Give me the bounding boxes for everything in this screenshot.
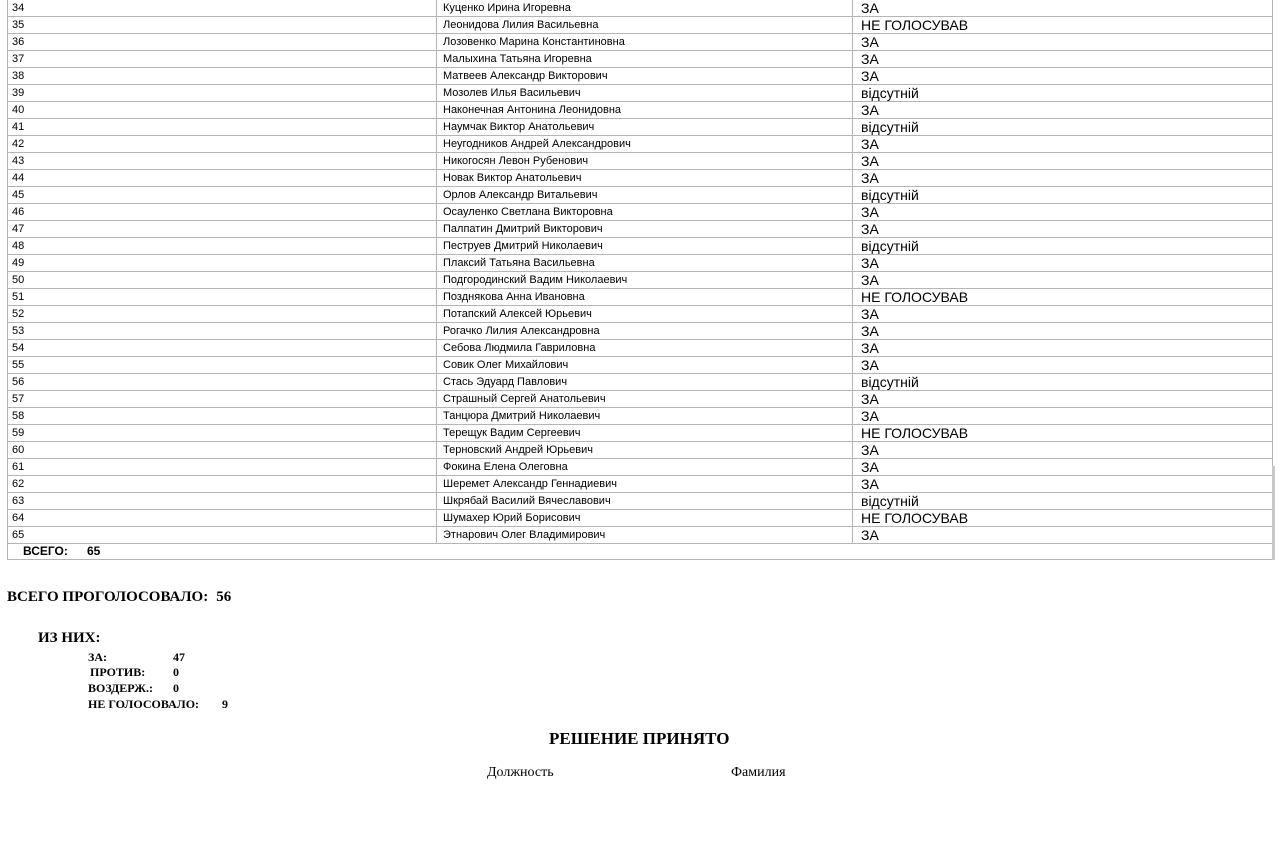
- table-row: [8, 510, 1273, 527]
- not-voted-label: НЕ ГОЛОСОВАЛО:: [88, 697, 200, 711]
- table-row: [8, 323, 1273, 340]
- deputy-name: Себова Людмила Гавриловна: [437, 340, 853, 357]
- vertical-scrollbar[interactable]: [1272, 466, 1275, 560]
- deputy-number: 34: [8, 0, 437, 17]
- deputy-name: Орлов Александр Витальевич: [437, 187, 853, 204]
- vote-result: НЕ ГОЛОСУВАВ: [853, 289, 1273, 306]
- deputy-number: 42: [8, 136, 437, 153]
- deputy-number: 39: [8, 85, 437, 102]
- table-row: [8, 0, 1273, 17]
- table-row: [8, 408, 1273, 425]
- not-voted-value: 9: [222, 697, 228, 711]
- table-row: [8, 391, 1273, 408]
- vote-result: ЗА: [853, 408, 1273, 425]
- deputy-number: 57: [8, 391, 437, 408]
- deputy-number: 45: [8, 187, 437, 204]
- deputy-number: 55: [8, 357, 437, 374]
- table-row: [8, 272, 1273, 289]
- vote-result: ЗА: [853, 0, 1273, 17]
- deputy-name: Палпатин Дмитрий Викторович: [437, 221, 853, 238]
- vote-result: ЗА: [853, 102, 1273, 119]
- table-row: [8, 374, 1273, 391]
- vote-result: НЕ ГОЛОСУВАВ: [853, 510, 1273, 527]
- deputy-name: Совик Олег Михайлович: [437, 357, 853, 374]
- deputy-name: Мозолев Илья Васильевич: [437, 85, 853, 102]
- deputy-name: Наконечная Антонина Леонидовна: [437, 102, 853, 119]
- vote-result: відсутній: [853, 85, 1273, 102]
- table-total-row: [7, 543, 1273, 560]
- total-voted-label: ВСЕГО ПРОГОЛОСОВАЛО:: [7, 589, 209, 605]
- deputy-number: 41: [8, 119, 437, 136]
- table-row: [8, 68, 1273, 85]
- deputy-number: 56: [8, 374, 437, 391]
- deputy-name: Стась Эдуард Павлович: [437, 374, 853, 391]
- deputy-name: Терновский Андрей Юрьевич: [437, 442, 853, 459]
- vote-result: відсутній: [853, 238, 1273, 255]
- vote-result: НЕ ГОЛОСУВАВ: [853, 425, 1273, 442]
- table-row: [8, 34, 1273, 51]
- vote-result: ЗА: [853, 459, 1273, 476]
- za-label: ЗА:: [88, 650, 107, 664]
- table-row: [8, 102, 1273, 119]
- table-row: [8, 85, 1273, 102]
- table-row: [8, 476, 1273, 493]
- against-value: 0: [173, 665, 179, 679]
- deputy-number: 47: [8, 221, 437, 238]
- table-row: [8, 442, 1273, 459]
- table-row: [8, 255, 1273, 272]
- deputy-number: 60: [8, 442, 437, 459]
- deputy-name: Никогосян Левон Рубенович: [437, 153, 853, 170]
- deputy-number: 52: [8, 306, 437, 323]
- deputy-number: 46: [8, 204, 437, 221]
- vote-result: ЗА: [853, 442, 1273, 459]
- abstain-label: ВОЗДЕРЖ.:: [88, 681, 153, 695]
- deputy-name: Страшный Сергей Анатольевич: [437, 391, 853, 408]
- vote-result: ЗА: [853, 476, 1273, 493]
- deputy-number: 38: [8, 68, 437, 85]
- deputy-name: Матвеев Александр Викторович: [437, 68, 853, 85]
- table-row: [8, 238, 1273, 255]
- table-row: [8, 187, 1273, 204]
- deputy-number: 44: [8, 170, 437, 187]
- deputy-number: 61: [8, 459, 437, 476]
- deputy-name: Новак Виктор Анатольевич: [437, 170, 853, 187]
- deputy-name: Леонидова Лилия Васильевна: [437, 17, 853, 34]
- deputy-number: 62: [8, 476, 437, 493]
- surname-label: Фамилия: [731, 765, 786, 780]
- deputy-number: 40: [8, 102, 437, 119]
- decision-title: РЕШЕНИЕ ПРИНЯТО: [549, 729, 730, 748]
- table-total-value: 65: [87, 544, 101, 558]
- deputy-name: Позднякова Анна Ивановна: [437, 289, 853, 306]
- table-row: [8, 357, 1273, 374]
- table-row: [8, 136, 1273, 153]
- vote-result: ЗА: [853, 272, 1273, 289]
- vote-result: ЗА: [853, 204, 1273, 221]
- vote-result: ЗА: [853, 136, 1273, 153]
- vote-result: ЗА: [853, 51, 1273, 68]
- deputy-name: Шумахер Юрий Борисович: [437, 510, 853, 527]
- table-row: [8, 527, 1273, 544]
- deputy-number: 35: [8, 17, 437, 34]
- deputy-name: Наумчак Виктор Анатольевич: [437, 119, 853, 136]
- votes-table-body: [8, 0, 1273, 544]
- deputy-name: Малыхина Татьяна Игоревна: [437, 51, 853, 68]
- vote-result: ЗА: [853, 68, 1273, 85]
- table-row: [8, 119, 1273, 136]
- vote-result: ЗА: [853, 255, 1273, 272]
- table-total-label: ВСЕГО:: [23, 544, 68, 558]
- table-row: [8, 221, 1273, 238]
- deputy-number: 65: [8, 527, 437, 544]
- vote-result: ЗА: [853, 340, 1273, 357]
- deputy-name: Подгородинский Вадим Николаевич: [437, 272, 853, 289]
- deputy-name: Потапский Алексей Юрьевич: [437, 306, 853, 323]
- table-row: [8, 493, 1273, 510]
- vote-result: ЗА: [853, 170, 1273, 187]
- deputy-number: 63: [8, 493, 437, 510]
- of-them-heading: ИЗ НИХ:: [38, 630, 101, 646]
- deputy-number: 50: [8, 272, 437, 289]
- deputy-name: Танцюра Дмитрий Николаевич: [437, 408, 853, 425]
- vote-result: відсутній: [853, 374, 1273, 391]
- deputy-name: Лозовенко Марина Константиновна: [437, 34, 853, 51]
- deputy-number: 54: [8, 340, 437, 357]
- deputy-number: 59: [8, 425, 437, 442]
- vote-result: ЗА: [853, 34, 1273, 51]
- table-row: [8, 204, 1273, 221]
- table-row: [8, 170, 1273, 187]
- table-row: [8, 289, 1273, 306]
- vote-result: ЗА: [853, 527, 1273, 544]
- vote-result: ЗА: [853, 357, 1273, 374]
- deputy-name: Осауленко Светлана Викторовна: [437, 204, 853, 221]
- deputy-number: 51: [8, 289, 437, 306]
- vote-result: ЗА: [853, 221, 1273, 238]
- deputy-number: 36: [8, 34, 437, 51]
- deputy-name: Куценко Ирина Игоревна: [437, 0, 853, 17]
- total-voted-value: 56: [216, 589, 232, 605]
- vote-result: ЗА: [853, 306, 1273, 323]
- table-row: [8, 459, 1273, 476]
- table-row: [8, 153, 1273, 170]
- deputy-number: 43: [8, 153, 437, 170]
- deputy-name: Неугодников Андрей Александрович: [437, 136, 853, 153]
- deputy-number: 53: [8, 323, 437, 340]
- vote-result: НЕ ГОЛОСУВАВ: [853, 17, 1273, 34]
- deputy-number: 58: [8, 408, 437, 425]
- table-row: [8, 51, 1273, 68]
- za-value: 47: [173, 650, 185, 664]
- deputy-number: 49: [8, 255, 437, 272]
- vote-result: відсутній: [853, 493, 1273, 510]
- deputy-number: 48: [8, 238, 437, 255]
- vote-result: ЗА: [853, 153, 1273, 170]
- deputy-number: 64: [8, 510, 437, 527]
- deputy-name: Плаксий Татьяна Васильевна: [437, 255, 853, 272]
- deputy-number: 37: [8, 51, 437, 68]
- position-label: Должность: [487, 765, 554, 780]
- table-row: [8, 17, 1273, 34]
- table-row: [8, 340, 1273, 357]
- deputy-name: Шеремет Александр Геннадиевич: [437, 476, 853, 493]
- total-voted-line: [7, 589, 231, 606]
- table-row: [8, 425, 1273, 442]
- deputy-name: Фокина Елена Олеговна: [437, 459, 853, 476]
- against-label: ПРОТИВ:: [90, 665, 146, 679]
- deputy-name: Пеструев Дмитрий Николаевич: [437, 238, 853, 255]
- vote-result: відсутній: [853, 119, 1273, 136]
- vote-result: ЗА: [853, 391, 1273, 408]
- deputy-name: Этнарович Олег Владимирович: [437, 527, 853, 544]
- deputy-name: Шкрябай Василий Вячеславович: [437, 493, 853, 510]
- table-row: [8, 306, 1273, 323]
- votes-table: [7, 0, 1273, 544]
- deputy-name: Терещук Вадим Сергеевич: [437, 425, 853, 442]
- deputy-name: Рогачко Лилия Александровна: [437, 323, 853, 340]
- vote-result: ЗА: [853, 323, 1273, 340]
- abstain-value: 0: [173, 681, 179, 695]
- vote-result: відсутній: [853, 187, 1273, 204]
